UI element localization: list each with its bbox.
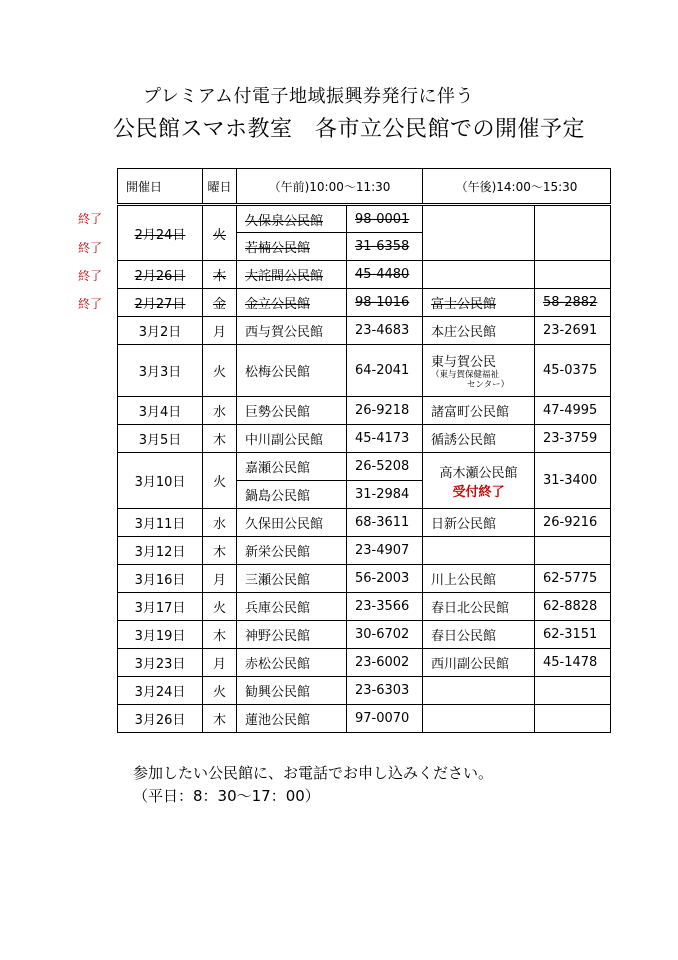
am-tel-cell: 45-4173 <box>347 425 423 453</box>
am-hall-cell: 巨勢公民館 <box>237 397 347 425</box>
pm-tel-cell: 62-3151 <box>535 621 611 649</box>
am-hall-cell: 蓮池公民館 <box>237 705 347 733</box>
ended-label: 終了 <box>78 241 103 255</box>
table-row <box>118 537 611 565</box>
am-tel-cell: 26-5208 <box>347 453 423 481</box>
pm-tel-cell: 31-3400 <box>535 453 611 509</box>
table-row <box>118 649 611 677</box>
weekday-cell: 月 <box>203 317 237 345</box>
date-cell: 2月24日 <box>118 205 203 261</box>
pm-hall-cell <box>423 537 535 565</box>
weekday-cell: 木 <box>203 425 237 453</box>
table-row <box>118 565 611 593</box>
weekday-cell: 火 <box>203 593 237 621</box>
weekday-cell: 火 <box>203 345 237 397</box>
am-hall-cell: 大詫間公民館 <box>237 261 347 289</box>
pm-tel-cell: 62-5775 <box>535 565 611 593</box>
title-line-1: プレミアム付電子地域振興券発行に伴う <box>143 86 475 107</box>
table-row <box>118 705 611 733</box>
am-tel-cell: 45-4480 <box>347 261 423 289</box>
date-cell: 3月26日 <box>118 705 203 733</box>
table-row <box>118 593 611 621</box>
am-hall-cell: 新栄公民館 <box>237 537 347 565</box>
pm-tel-cell <box>535 537 611 565</box>
date-cell: 3月16日 <box>118 565 203 593</box>
table-row <box>118 397 611 425</box>
am-hall-cell: 鍋島公民館 <box>237 481 347 509</box>
am-hall-cell: 勧興公民館 <box>237 677 347 705</box>
am-tel-cell: 31-2984 <box>347 481 423 509</box>
date-cell: 3月4日 <box>118 397 203 425</box>
am-tel-cell: 98-0001 <box>347 205 423 233</box>
pm-tel-cell: 23-2691 <box>535 317 611 345</box>
am-tel-cell: 68-3611 <box>347 509 423 537</box>
am-tel-cell: 98-1016 <box>347 289 423 317</box>
table-header-row <box>118 169 611 205</box>
am-hall-cell: 神野公民館 <box>237 621 347 649</box>
am-tel-cell: 97-0070 <box>347 705 423 733</box>
pm-hall-name: 東与賀公民 <box>431 355 497 370</box>
date-cell: 3月23日 <box>118 649 203 677</box>
date-cell: 3月3日 <box>118 345 203 397</box>
pm-hall-name: 高木瀬公民館 <box>439 465 518 481</box>
pm-hall-cell <box>423 261 535 289</box>
table-row <box>118 453 611 481</box>
weekday-cell: 火 <box>203 677 237 705</box>
ended-label: 終了 <box>78 269 103 283</box>
pm-tel-cell: 45-0375 <box>535 345 611 397</box>
date-cell: 3月5日 <box>118 425 203 453</box>
pm-hall-cell: 富士公民館 <box>423 289 535 317</box>
pm-tel-cell <box>535 677 611 705</box>
table-row <box>118 261 611 289</box>
pm-hall-cell: 日新公民館 <box>423 509 535 537</box>
weekday-cell: 木 <box>203 621 237 649</box>
date-cell: 3月10日 <box>118 453 203 509</box>
pm-hall-subtext: （東与賀保健福祉 <box>431 370 500 380</box>
am-tel-cell: 23-4683 <box>347 317 423 345</box>
pm-tel-cell: 58-2882 <box>535 289 611 317</box>
pm-hall-cell <box>423 677 535 705</box>
table-row <box>118 345 611 397</box>
weekday-cell: 月 <box>203 649 237 677</box>
am-hall-cell: 中川副公民館 <box>237 425 347 453</box>
title-line-2: 公民館スマホ教室 各市立公民館での開催予定 <box>113 117 586 142</box>
header-weekday: 曜日 <box>203 169 237 205</box>
date-cell: 3月11日 <box>118 509 203 537</box>
header-pm: （午後)14:00～15:30 <box>423 169 611 205</box>
am-tel-cell: 23-6303 <box>347 677 423 705</box>
reception-closed-note: 受付終了 <box>452 484 505 500</box>
am-tel-cell: 23-3566 <box>347 593 423 621</box>
date-cell: 3月17日 <box>118 593 203 621</box>
table-row <box>118 205 611 233</box>
am-tel-cell: 26-9218 <box>347 397 423 425</box>
pm-tel-cell: 23-3759 <box>535 425 611 453</box>
am-tel-cell: 64-2041 <box>347 345 423 397</box>
weekday-cell: 木 <box>203 261 237 289</box>
pm-tel-cell: 62-8828 <box>535 593 611 621</box>
pm-hall-cell: 諸富町公民館 <box>423 397 535 425</box>
footer-hours: （平日：8：30～17：00） <box>133 787 320 805</box>
pm-tel-cell <box>535 705 611 733</box>
pm-hall-subtext: センター） <box>467 380 510 390</box>
am-hall-cell: 久保泉公民館 <box>237 205 347 233</box>
pm-hall-cell: 循誘公民館 <box>423 425 535 453</box>
am-hall-cell: 久保田公民館 <box>237 509 347 537</box>
ended-label: 終了 <box>78 297 103 311</box>
schedule-table <box>117 168 611 733</box>
header-date: 開催日 <box>118 169 203 205</box>
table-row <box>118 289 611 317</box>
weekday-cell: 月 <box>203 565 237 593</box>
pm-hall-cell <box>423 345 535 397</box>
date-cell: 3月19日 <box>118 621 203 649</box>
table-row <box>118 317 611 345</box>
date-cell: 3月24日 <box>118 677 203 705</box>
weekday-cell: 水 <box>203 397 237 425</box>
weekday-cell: 火 <box>203 205 237 261</box>
am-tel-cell: 23-6002 <box>347 649 423 677</box>
weekday-cell: 水 <box>203 509 237 537</box>
table-row <box>118 677 611 705</box>
am-hall-cell: 金立公民館 <box>237 289 347 317</box>
am-tel-cell: 56-2003 <box>347 565 423 593</box>
pm-hall-cell: 春日北公民館 <box>423 593 535 621</box>
weekday-cell: 木 <box>203 705 237 733</box>
date-cell: 3月12日 <box>118 537 203 565</box>
am-hall-cell: 松梅公民館 <box>237 345 347 397</box>
weekday-cell: 木 <box>203 537 237 565</box>
header-am: （午前)10:00～11:30 <box>237 169 423 205</box>
am-hall-cell: 三瀬公民館 <box>237 565 347 593</box>
pm-hall-cell <box>423 705 535 733</box>
pm-tel-cell: 26-9216 <box>535 509 611 537</box>
pm-hall-cell: 本庄公民館 <box>423 317 535 345</box>
table-row <box>118 621 611 649</box>
am-tel-cell: 23-4907 <box>347 537 423 565</box>
pm-hall-cell <box>423 453 535 509</box>
pm-hall-cell: 春日公民館 <box>423 621 535 649</box>
am-tel-cell: 31-6358 <box>347 233 423 261</box>
weekday-cell: 金 <box>203 289 237 317</box>
date-cell: 2月26日 <box>118 261 203 289</box>
pm-tel-cell <box>535 261 611 289</box>
weekday-cell: 火 <box>203 453 237 509</box>
am-tel-cell: 30-6702 <box>347 621 423 649</box>
table-row <box>118 425 611 453</box>
pm-hall-cell: 川上公民館 <box>423 565 535 593</box>
date-cell: 3月2日 <box>118 317 203 345</box>
table-row <box>118 509 611 537</box>
ended-label: 終了 <box>78 212 103 226</box>
am-hall-cell: 嘉瀬公民館 <box>237 453 347 481</box>
date-cell: 2月27日 <box>118 289 203 317</box>
pm-tel-cell <box>535 205 611 261</box>
am-hall-cell: 若楠公民館 <box>237 233 347 261</box>
footer-instruction: 参加したい公民館に、お電話でお申し込みください。 <box>133 764 494 782</box>
pm-hall-cell: 西川副公民館 <box>423 649 535 677</box>
pm-tel-cell: 47-4995 <box>535 397 611 425</box>
am-hall-cell: 赤松公民館 <box>237 649 347 677</box>
pm-tel-cell: 45-1478 <box>535 649 611 677</box>
am-hall-cell: 西与賀公民館 <box>237 317 347 345</box>
pm-hall-cell <box>423 205 535 261</box>
am-hall-cell: 兵庫公民館 <box>237 593 347 621</box>
